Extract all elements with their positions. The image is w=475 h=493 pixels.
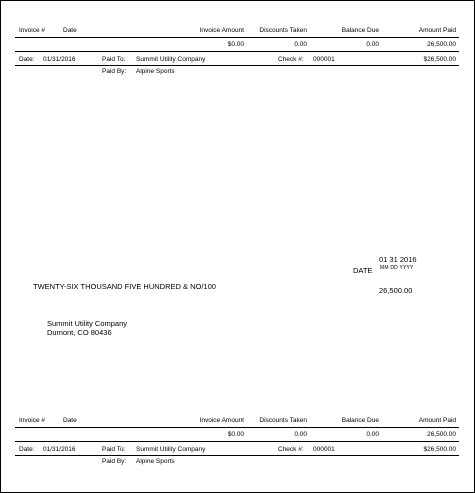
paid-to-value: Summit Utility Company bbox=[136, 446, 206, 453]
stub-total: $26,500.00 bbox=[423, 446, 456, 453]
amount-paid-value: 26,500.00 bbox=[427, 431, 456, 438]
header-amount-paid: Amount Paid bbox=[418, 27, 456, 34]
row-divider bbox=[15, 51, 459, 52]
paid-by-value: Alpine Sports bbox=[136, 458, 175, 465]
discounts-taken-value: 0.00 bbox=[294, 431, 307, 438]
paid-to-label: Paid To: bbox=[102, 56, 126, 63]
check-number-label: Check #: bbox=[278, 446, 304, 453]
check-number-label: Check #: bbox=[278, 56, 304, 63]
date-value: 01/31/2016 bbox=[43, 56, 76, 63]
paid-to-value: Summit Utility Company bbox=[136, 56, 206, 63]
row-divider bbox=[15, 441, 459, 442]
check-date-label: DATE bbox=[353, 266, 373, 275]
header-divider bbox=[15, 37, 459, 38]
invoice-amount-value: $0.00 bbox=[227, 431, 244, 438]
header-invoice-number: Invoice # bbox=[19, 27, 46, 34]
paid-by-label: Paid By: bbox=[102, 68, 127, 75]
date-label: Date: bbox=[19, 56, 35, 63]
check-number-value: 000001 bbox=[313, 56, 335, 63]
date-value: 01/31/2016 bbox=[43, 446, 76, 453]
header-invoice-amount: Invoice Amount bbox=[199, 417, 244, 424]
amount-in-words: TWENTY-SIX THOUSAND FIVE HUNDRED & NO/100 bbox=[33, 282, 216, 291]
header-discounts-taken: Discounts Taken bbox=[259, 27, 307, 34]
invoice-amount-value: $0.00 bbox=[227, 41, 244, 48]
summary-divider bbox=[15, 455, 459, 456]
stub-total: $26,500.00 bbox=[423, 56, 456, 63]
paid-to-label: Paid To: bbox=[102, 446, 126, 453]
paid-by-label: Paid By: bbox=[102, 458, 127, 465]
check-number-value: 000001 bbox=[313, 446, 335, 453]
balance-due-value: 0.00 bbox=[366, 41, 379, 48]
header-invoice-amount: Invoice Amount bbox=[199, 27, 244, 34]
header-balance-due: Balance Due bbox=[341, 27, 379, 34]
header-amount-paid: Amount Paid bbox=[418, 417, 456, 424]
header-date: Date bbox=[63, 417, 77, 424]
header-divider bbox=[15, 427, 459, 428]
summary-divider bbox=[15, 65, 459, 66]
discounts-taken-value: 0.00 bbox=[294, 41, 307, 48]
check-amount: 26,500.00 bbox=[379, 286, 413, 295]
date-label: Date: bbox=[19, 446, 35, 453]
header-date: Date bbox=[63, 27, 77, 34]
paid-by-value: Alpine Sports bbox=[136, 68, 175, 75]
payee-address: Dumont, CO 80436 bbox=[47, 328, 112, 337]
amount-paid-value: 26,500.00 bbox=[427, 41, 456, 48]
check-date-format: MM DD YYYY bbox=[380, 265, 414, 271]
balance-due-value: 0.00 bbox=[366, 431, 379, 438]
payee-name: Summit Utility Company bbox=[47, 319, 128, 328]
check-date-value: 01 31 2016 bbox=[379, 255, 417, 264]
header-balance-due: Balance Due bbox=[341, 417, 379, 424]
header-discounts-taken: Discounts Taken bbox=[259, 417, 307, 424]
header-invoice-number: Invoice # bbox=[19, 417, 46, 424]
